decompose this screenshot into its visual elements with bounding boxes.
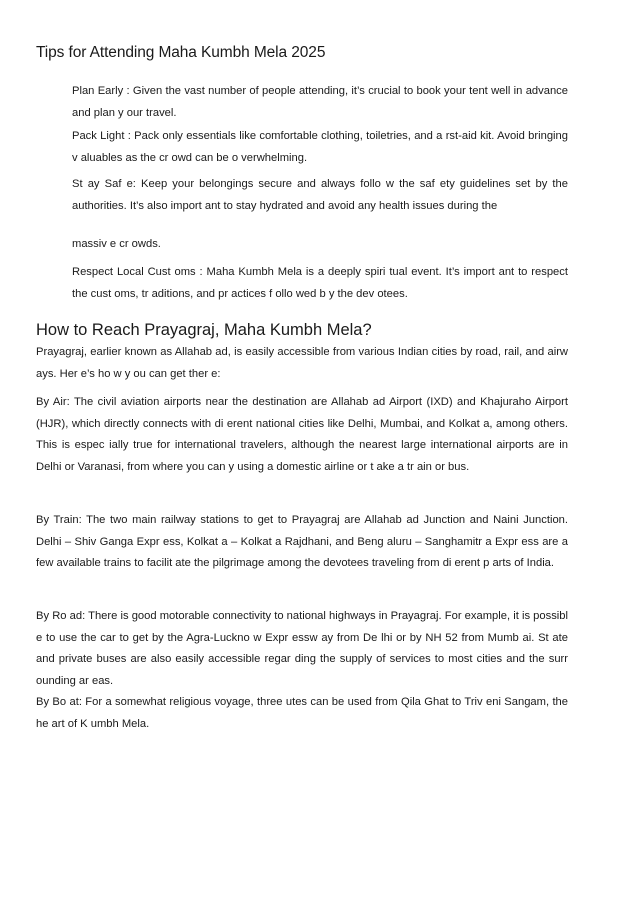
tip-plan-early [72, 81, 568, 124]
tips-heading: Tips for Attending Maha Kumbh Mela 2025 [36, 44, 326, 61]
tip-pack-light [72, 126, 568, 169]
tip-text: Maha Kumbh Mela is a deeply spiri tual event. It’s import ant to respect the cust oms, tr aditions, and pr actices f ollo wed b y the dev otees. [72, 266, 568, 300]
tip-label: Respect Local Cust oms : [72, 266, 203, 278]
tip-stay-safe-continued [72, 234, 568, 256]
tip-label: Plan Early : [72, 85, 130, 97]
route-by-road: By Ro ad: There is good motorable connectivity to national highways in Prayagraj. For example, it is possibl e to use the car to get by the Agra-Luckno w Expr essw ay from De lhi or by NH 52 from Mumb ai. St ate and private buses are also easily accessible regar ding the supply of services to most cities and the surr ounding ar eas. [36, 610, 568, 687]
intro-paragraph: Prayagraj, earlier known as Allahab ad, is easily accessible from various Indian cities by road, rail, and airw ays. Her e’s ho w y ou can get ther e: [36, 346, 568, 380]
tip-text: massiv e cr owds. [72, 238, 161, 250]
how-to-reach-heading: How to Reach Prayagraj, Maha Kumbh Mela? [36, 321, 372, 339]
tip-respect-customs [72, 262, 568, 305]
tip-label: St ay Saf e: [72, 178, 136, 190]
tip-label: Pack Light : [72, 130, 131, 142]
tip-text: Keep your belongings secure and always follo w the saf ety guidelines set by the authorities. It’s also import ant to stay hydrated and avoid any health issues during the [72, 178, 568, 212]
route-by-air: By Air: The civil aviation airports near the destination are Allahab ad Airport (IXD) and Khajuraho Airport (HJR), which directly connects with di erent national cities like Delhi, Mumbai, and Kolkat a, among others. This is espec ially true for international travelers, although the nearest large international airports are in Delhi or Varanasi, from where you can y using a domestic airline or t ake a tr ain or bus. [36, 396, 568, 473]
tip-stay-safe [72, 174, 568, 217]
tip-text: Given the vast number of people attending, it’s crucial to book your tent well in advance and plan y our travel. [72, 85, 568, 119]
tip-text: Pack only essentials like comfortable clothing, toiletries, and a rst-aid kit. Avoid bringing v aluables as the cr owd can be o verwhelming. [72, 130, 568, 164]
route-by-train: By Train: The two main railway stations to get to Prayagraj are Allahab ad Junction and Naini Junction. Delhi – Shiv Ganga Expr ess, Kolkat a – Kolkat a Rajdhani, and Beng aluru – Sanghamitr a Expr ess are a few available trains to facilit ate the pilgrimage among the devotees traveling from di erent p arts of India. [36, 514, 568, 569]
route-by-boat: By Bo at: For a somewhat religious voyage, three utes can be used from Qila Ghat to Triv eni Sangam, the he art of K umbh Mela. [36, 696, 568, 730]
